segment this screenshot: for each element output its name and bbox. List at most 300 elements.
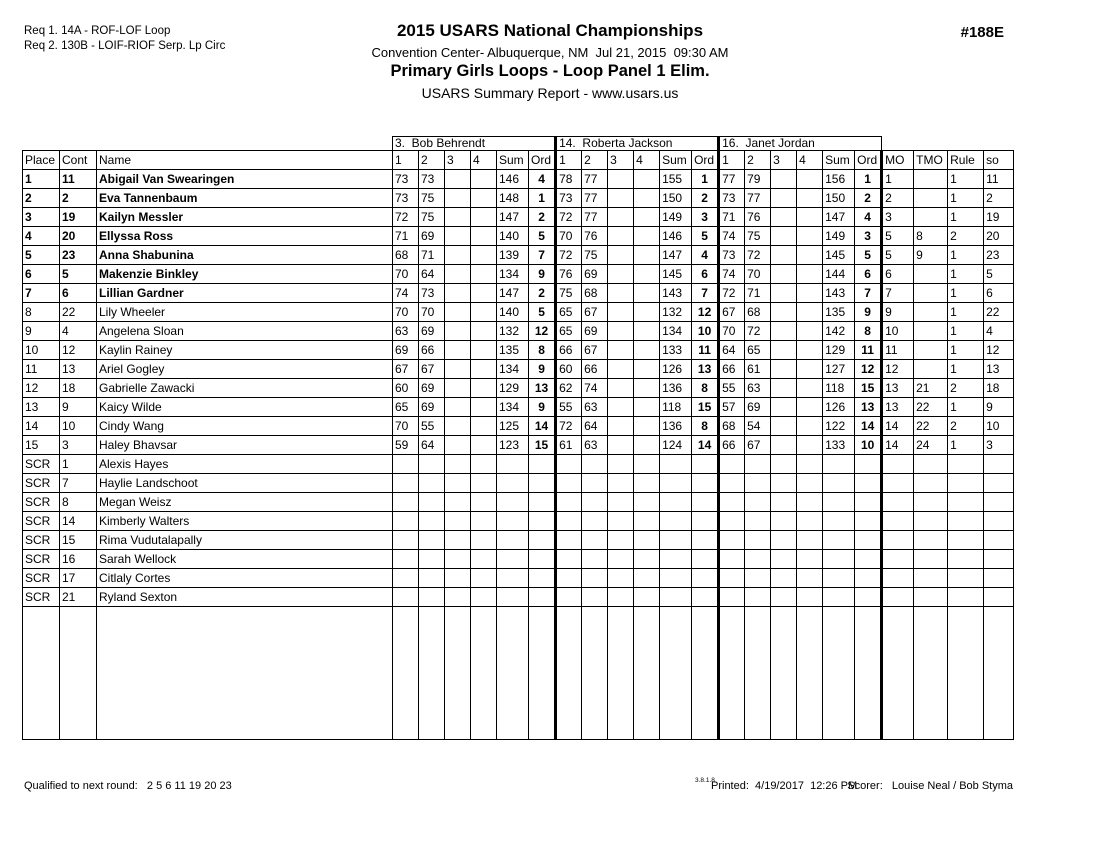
sum-cell: 126 [660,360,692,379]
sum-cell: 135 [823,303,855,322]
score-cell [771,493,797,512]
ord-cell [529,455,556,474]
sum-cell [497,474,529,493]
cont-cell: 4 [60,322,97,341]
cont-cell: 22 [60,303,97,322]
score-cell: 73 [393,170,419,189]
cont-cell: 5 [60,265,97,284]
empty-cell [393,721,419,740]
ord-cell: 2 [529,208,556,227]
place-cell: SCR [23,588,60,607]
score-cell: 69 [582,265,608,284]
sum-cell: 147 [497,284,529,303]
empty-cell [692,607,719,626]
score-cell [634,379,660,398]
score-cell [634,170,660,189]
sum-cell: 134 [497,398,529,417]
score-cell [608,265,634,284]
empty-cell [582,626,608,645]
score-cell [634,398,660,417]
empty-cell [692,683,719,702]
sum-cell: 134 [660,322,692,341]
empty-cell [608,607,634,626]
score-cell: 71 [719,208,745,227]
score-cell: 72 [556,417,582,436]
mo-cell: 7 [882,284,914,303]
sum-cell: 140 [497,227,529,246]
score-cell: 71 [745,284,771,303]
empty-cell [914,683,948,702]
score-cell [771,436,797,455]
sum-cell [497,588,529,607]
judge-header-1: 3. Bob Behrendt [393,137,556,151]
score-cell [471,417,497,436]
mo-cell [882,493,914,512]
printed-line: Printed: 4/19/2017 12:26 PM [711,780,858,792]
score-cell [445,417,471,436]
score-cell [608,493,634,512]
score-cell [634,303,660,322]
score-cell [608,360,634,379]
score-cell: 74 [393,284,419,303]
cont-cell: 11 [60,170,97,189]
tmo-cell [914,474,948,493]
so-cell: 18 [984,379,1014,398]
empty-cell [823,664,855,683]
empty-cell [634,702,660,721]
score-cell [582,455,608,474]
score-cell [445,455,471,474]
score-cell: 68 [582,284,608,303]
empty-cell [855,683,882,702]
sum-cell: 143 [660,284,692,303]
score-cell [582,474,608,493]
results-table [22,136,1014,740]
score-cell [445,189,471,208]
score-cell [419,569,445,588]
score-cell: 61 [556,436,582,455]
score-cell: 70 [745,265,771,284]
sum-cell: 145 [823,246,855,265]
score-cell [608,322,634,341]
ord-cell: 14 [855,417,882,436]
empty-cell [948,683,984,702]
score-cell [471,588,497,607]
score-cell: 55 [556,398,582,417]
score-cell [556,455,582,474]
judge-header-row [23,137,1014,151]
empty-cell [419,683,445,702]
col-header-score2: 2 [745,151,771,170]
empty-cell [634,607,660,626]
tmo-cell [914,265,948,284]
score-cell: 76 [745,208,771,227]
sum-cell: 150 [823,189,855,208]
sum-cell [497,531,529,550]
mo-cell [882,588,914,607]
cont-cell: 10 [60,417,97,436]
score-cell: 69 [419,227,445,246]
score-cell [771,170,797,189]
score-cell [608,512,634,531]
score-cell [582,588,608,607]
score-cell [634,189,660,208]
score-cell [745,512,771,531]
score-cell: 73 [419,284,445,303]
score-cell [471,379,497,398]
sum-cell [823,493,855,512]
rule-cell: 1 [948,265,984,284]
empty-cell [719,645,745,664]
ord-cell [855,569,882,588]
score-cell [445,170,471,189]
ord-cell [692,455,719,474]
score-cell: 60 [556,360,582,379]
sum-cell: 134 [497,360,529,379]
tmo-cell [914,189,948,208]
req-2-label: Req 2. 130B - LOIF-RIOF Serp. Lp Circ [24,40,226,52]
rule-cell [948,455,984,474]
score-cell: 75 [745,227,771,246]
score-cell [771,569,797,588]
sum-cell: 145 [660,265,692,284]
score-cell: 77 [582,189,608,208]
result-row [23,417,1014,436]
name-cell: Abigail Van Swearingen [97,170,393,189]
col-header-name: Name [97,151,393,170]
empty-cell [60,645,97,664]
sum-cell [660,493,692,512]
empty-cell [445,702,471,721]
score-cell [393,455,419,474]
score-cell: 70 [719,322,745,341]
ord-cell: 12 [529,322,556,341]
ord-cell: 12 [855,360,882,379]
score-cell [608,208,634,227]
name-cell: Alexis Hayes [97,455,393,474]
score-cell [471,360,497,379]
score-cell [797,569,823,588]
sum-cell: 146 [660,227,692,246]
empty-cell [948,626,984,645]
empty-cell [497,645,529,664]
so-cell: 6 [984,284,1014,303]
score-cell [445,379,471,398]
result-row [23,531,1014,550]
score-cell [608,398,634,417]
col-header-sum: Sum [660,151,692,170]
sum-cell [660,550,692,569]
name-cell: Ellyssa Ross [97,227,393,246]
score-cell [445,588,471,607]
result-row [23,246,1014,265]
empty-cell [948,645,984,664]
score-cell [393,474,419,493]
empty-cell [556,702,582,721]
so-cell [984,531,1014,550]
empty-cell [497,607,529,626]
empty-cell [445,683,471,702]
empty-cell [556,721,582,740]
col-header-cont: Cont [60,151,97,170]
score-cell [797,588,823,607]
sum-cell: 124 [660,436,692,455]
score-cell [797,531,823,550]
ord-cell [692,493,719,512]
score-cell [634,436,660,455]
score-cell [634,341,660,360]
score-cell [771,227,797,246]
sum-cell: 134 [497,265,529,284]
score-cell: 71 [419,246,445,265]
score-cell [608,417,634,436]
empty-cell [797,664,823,683]
empty-cell [719,721,745,740]
score-cell: 74 [719,227,745,246]
cont-cell: 9 [60,398,97,417]
empty-cell [882,683,914,702]
empty-cell [719,683,745,702]
score-cell [445,493,471,512]
sum-cell: 147 [497,208,529,227]
empty-cell [419,721,445,740]
mo-cell: 5 [882,227,914,246]
rule-cell: 1 [948,341,984,360]
score-cell [608,474,634,493]
so-cell [984,588,1014,607]
ord-cell: 9 [529,398,556,417]
score-cell: 71 [393,227,419,246]
score-cell [582,512,608,531]
empty-cell [393,607,419,626]
ord-cell: 5 [692,227,719,246]
empty-cell [745,645,771,664]
report-subtitle: USARS Summary Report - www.usars.us [421,85,679,101]
score-cell [471,303,497,322]
event-title: Primary Girls Loops - Loop Panel 1 Elim. [390,62,710,80]
sum-cell [660,569,692,588]
score-cell [556,512,582,531]
empty-cell [984,721,1014,740]
score-cell: 72 [556,208,582,227]
name-cell: Ryland Sexton [97,588,393,607]
score-cell [582,550,608,569]
result-row [23,436,1014,455]
score-cell: 68 [393,246,419,265]
empty-cell [771,626,797,645]
score-cell [797,303,823,322]
empty-cell [823,645,855,664]
score-cell [445,436,471,455]
empty-row [23,664,1014,683]
name-cell: Angelena Sloan [97,322,393,341]
ord-cell: 14 [692,436,719,455]
empty-cell [719,664,745,683]
sum-cell: 132 [497,322,529,341]
ord-cell: 2 [692,189,719,208]
ord-cell: 13 [855,398,882,417]
result-row [23,379,1014,398]
empty-cell [984,607,1014,626]
score-cell [419,474,445,493]
score-cell [556,588,582,607]
score-cell: 70 [393,265,419,284]
sum-cell: 147 [823,208,855,227]
col-header-score2: 2 [419,151,445,170]
score-cell: 59 [393,436,419,455]
score-cell [471,170,497,189]
score-cell [393,531,419,550]
score-cell [634,360,660,379]
score-cell [471,398,497,417]
rule-cell [948,493,984,512]
empty-cell [882,664,914,683]
empty-cell [745,702,771,721]
empty-cell [23,607,60,626]
sum-cell: 144 [823,265,855,284]
empty-cell [60,607,97,626]
ord-cell: 10 [855,436,882,455]
ord-cell [855,531,882,550]
so-cell [984,569,1014,588]
score-cell: 73 [719,246,745,265]
empty-row [23,626,1014,645]
score-cell [771,455,797,474]
score-cell [797,512,823,531]
score-cell: 69 [582,322,608,341]
place-cell: 8 [23,303,60,322]
col-header-sum: Sum [823,151,855,170]
empty-cell [984,664,1014,683]
empty-cell [608,683,634,702]
empty-cell [914,607,948,626]
score-cell [445,569,471,588]
empty-cell [608,626,634,645]
empty-cell [882,702,914,721]
req-1-label: Req 1. 14A - ROF-LOF Loop [24,25,171,37]
result-row [23,455,1014,474]
score-cell [797,284,823,303]
sum-cell: 133 [660,341,692,360]
empty-cell [471,702,497,721]
score-cell [719,588,745,607]
so-cell: 20 [984,227,1014,246]
so-cell [984,455,1014,474]
col-header-score1: 1 [556,151,582,170]
cont-cell: 23 [60,246,97,265]
empty-row [23,607,1014,626]
score-cell [608,550,634,569]
cont-cell: 13 [60,360,97,379]
sum-cell [823,512,855,531]
mo-cell: 6 [882,265,914,284]
version-number: 3.8.1.8 [695,777,715,784]
empty-cell [419,645,445,664]
empty-cell [471,721,497,740]
name-cell: Eva Tannenbaum [97,189,393,208]
empty-cell [660,702,692,721]
score-cell [608,341,634,360]
empty-cell [719,607,745,626]
ord-cell [692,550,719,569]
score-cell [634,208,660,227]
empty-cell [797,683,823,702]
cont-cell: 18 [60,379,97,398]
place-cell: SCR [23,531,60,550]
col-header-score3: 3 [771,151,797,170]
score-cell: 69 [393,341,419,360]
score-cell [797,265,823,284]
empty-cell [882,626,914,645]
empty-cell [582,664,608,683]
empty-cell [914,645,948,664]
tmo-cell: 22 [914,417,948,436]
empty-cell [984,645,1014,664]
score-cell: 70 [556,227,582,246]
score-cell [582,569,608,588]
result-row [23,303,1014,322]
empty-cell [914,664,948,683]
result-row [23,588,1014,607]
empty-cell [60,626,97,645]
empty-cell [419,607,445,626]
ord-cell: 4 [692,246,719,265]
score-cell [608,531,634,550]
score-cell: 64 [719,341,745,360]
ord-cell [529,493,556,512]
tmo-cell [914,512,948,531]
so-cell [984,550,1014,569]
name-cell: Kaylin Rainey [97,341,393,360]
score-cell: 70 [393,303,419,322]
name-cell: Haylie Landschoot [97,474,393,493]
so-cell: 4 [984,322,1014,341]
empty-cell [984,702,1014,721]
sum-cell: 129 [823,341,855,360]
score-cell [471,531,497,550]
empty-cell [692,702,719,721]
score-cell [608,303,634,322]
empty-cell [60,664,97,683]
mo-cell [882,474,914,493]
ord-cell [529,531,556,550]
mo-cell: 13 [882,398,914,417]
sum-cell [823,531,855,550]
empty-cell [855,645,882,664]
score-cell [797,227,823,246]
empty-cell [882,721,914,740]
ord-cell [692,588,719,607]
score-cell [471,455,497,474]
empty-row [23,721,1014,740]
place-cell: SCR [23,569,60,588]
so-cell: 3 [984,436,1014,455]
col-header-score2: 2 [582,151,608,170]
result-row [23,189,1014,208]
score-cell [471,246,497,265]
cont-cell: 2 [60,189,97,208]
place-cell: SCR [23,512,60,531]
score-cell: 73 [556,189,582,208]
tmo-cell: 8 [914,227,948,246]
place-cell: 15 [23,436,60,455]
score-cell [745,550,771,569]
sum-cell: 129 [497,379,529,398]
sum-cell [660,455,692,474]
place-cell: 12 [23,379,60,398]
score-cell: 67 [393,360,419,379]
score-cell [634,550,660,569]
